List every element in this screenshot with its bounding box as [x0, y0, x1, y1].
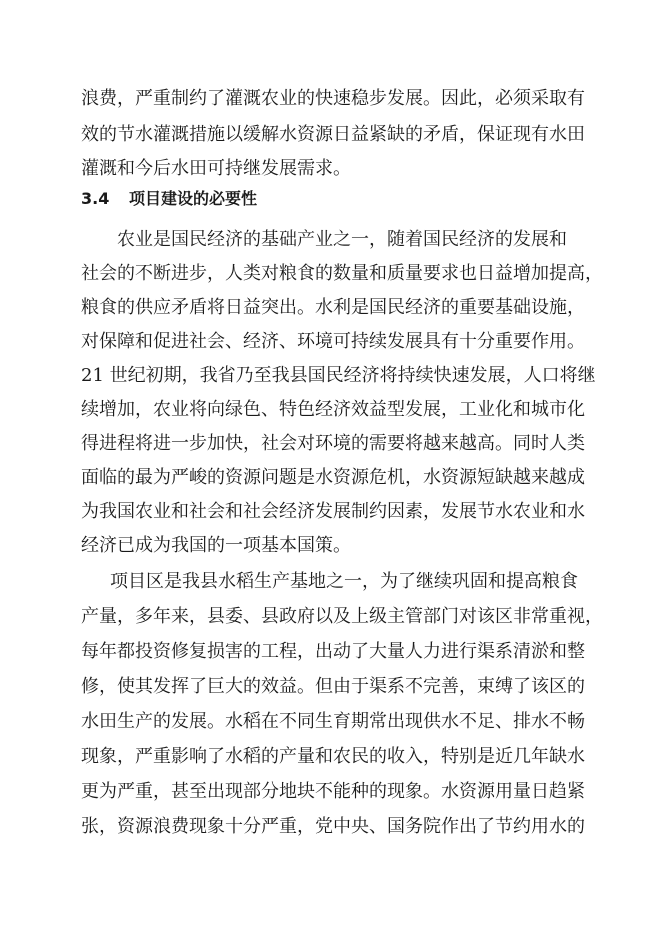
section-heading — [81, 186, 257, 212]
p1-line-1: 农业是国民经济的基础产业之一，随着国民经济的发展和 — [117, 229, 567, 250]
p2-line-3: 每年都投资修复损害的工程，出动了大量人力进行渠系清淤和整 — [81, 641, 585, 662]
p2-line-2: 产量，多年来，县委、县政府以及上级主管部门对该区非常重视， — [81, 606, 603, 627]
p2-line-8: 张，资源浪费现象十分严重，党中央、国务院作出了节约用水的 — [81, 816, 585, 837]
intro-line-3: 灌溉和今后水田可持继发展需求。 — [81, 158, 351, 179]
section-title: 项目建设的必要性 — [129, 189, 258, 208]
section-number: 3.4 — [81, 189, 110, 208]
p2-line-5: 水田生产的发展。水稻在不同生育期常出现供水不足、排水不畅 — [81, 711, 585, 732]
p2-line-4: 修，使其发挥了巨大的效益。但由于渠系不完善，束缚了该区的 — [81, 676, 585, 697]
p2-line-1: 项目区是我县水稻生产基地之一，为了继续巩固和提高粮食 — [110, 571, 578, 592]
p1-line-2: 社会的不断进步，人类对粮食的数量和质量要求也日益增加提高， — [81, 263, 603, 284]
p2-line-7: 更为严重，甚至出现部分地块不能种的现象。水资源用量日趋紧 — [81, 781, 585, 802]
p1-line-7: 得进程将进一步加快，社会对环境的需要将越来越高。同时人类 — [81, 433, 585, 454]
p1-line-9: 为我国农业和社会和社会经济发展制约因素，发展节水农业和水 — [81, 501, 585, 522]
p1-line-10: 经济已成为我国的一项基本国策。 — [81, 535, 351, 556]
p1-line-8: 面临的最为严峻的资源问题是水资源危机，水资源短缺越来越成 — [81, 467, 585, 488]
p1-line-5: 21 世纪初期，我省乃至我县国民经济将持续快速发展，人口将继 — [81, 365, 596, 386]
p2-line-6: 现象，严重影响了水稻的产量和农民的收入，特别是近几年缺水 — [81, 746, 585, 767]
p1-line-6: 续增加，农业将向绿色、特色经济效益型发展，工业化和城市化 — [81, 399, 585, 420]
intro-line-2: 效的节水灌溉措施以缓解水资源日益紧缺的矛盾，保证现有水田 — [81, 124, 585, 145]
p1-line-3: 粮食的供应矛盾将日益突出。水利是国民经济的重要基础设施， — [81, 297, 585, 318]
p1-line-4: 对保障和促进社会、经济、环境可持续发展具有十分重要作用。 — [81, 331, 585, 352]
intro-line-1: 浪费，严重制约了灌溉农业的快速稳步发展。因此，必须采取有 — [81, 88, 585, 109]
